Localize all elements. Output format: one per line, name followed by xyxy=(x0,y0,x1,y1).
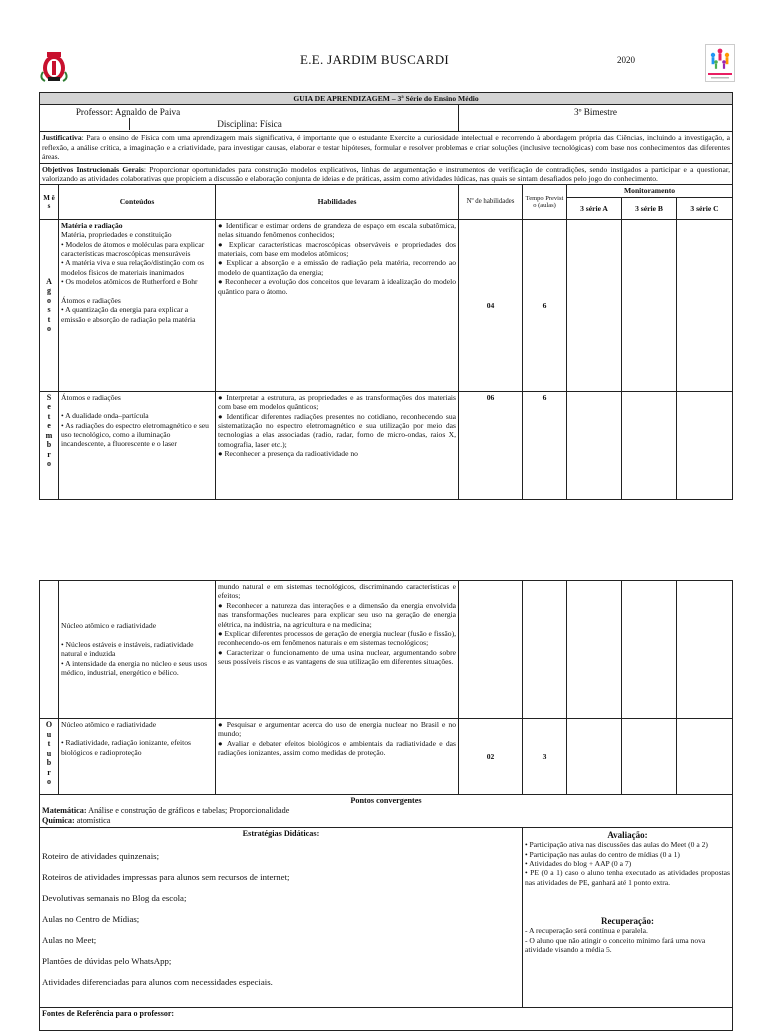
page-header xyxy=(0,0,768,92)
setembro-cont-skills: mundo natural e em sistemas tecnológicos, discriminando características e efeitos; ● Reconhecer a natureza das interações e a dimensão da energia envolvida nas transformações nucleares para explicar seu uso na geração de energia elétrica, na indústria, na agricultura e na medicina; ● Explicar diferentes processos de geração de energia nuclear (fusão e fissão), reconhecendo-os em fenômenos naturais e em sistemas tecnológicos; ● Caracterizar o funcionamento de uma usina nuclear, argumentando sobre seus possíveis riscos e as vantagens de sua utilização em diferentes situações. xyxy=(216,581,459,719)
header-serie-b: 3 série B xyxy=(622,197,677,219)
estrategias-row xyxy=(40,828,733,1008)
year-label: 2020 xyxy=(617,55,635,65)
estrategias-cell: Estratégias Didáticas: Roteiro de atividades quinzenais; Roteiros de atividades impressas para alunos sem recursos de internet; Devolutivas semanais no Blog da escola; Aulas no Centro de Mídias; Aulas no Meet; Plantões de dúvidas pelo WhatsApp; Atividades diferenciadas para alunos com necessidades especiais. xyxy=(40,828,523,1008)
outubro-serie-c xyxy=(677,719,733,795)
setembro-serie-c xyxy=(677,391,733,499)
objetivos-label: Objetivos Instrucionais Gerais xyxy=(42,164,144,174)
agosto-content-title: Matéria e radiação xyxy=(61,220,123,230)
teacher-label: Professor: Agnaldo de Paiva xyxy=(75,107,181,118)
agosto-serie-b xyxy=(622,219,677,391)
agosto-row xyxy=(40,219,733,391)
objetivos-text: : Proporcionar oportunidades para construção modelos explicativos, linhas de argumentação e instrumentos de verificação de contradições, sendo instigados a participar e a questionar, valorizando as atividades colaborativas que propiciem a discussão e elaboração conjunta de ideias e de práticas, assim como atividades lúdicas, nas quais se sintam desafiados pelo jogo do conhecimento. xyxy=(42,164,730,184)
outubro-skills: ● Pesquisar e argumentar acerca do uso de energia nuclear no Brasil e no mundo; ● Avaliar e debater efeitos biológicos e ambientais da radiatividade e das radiações ionizantes, assim como medidas de proteção. xyxy=(216,719,459,795)
header-habilidades: Habilidades xyxy=(216,185,459,219)
header-tempo: Tempo Previst o (aulas) xyxy=(523,185,567,219)
pontos-title: Pontos convergentes xyxy=(350,796,422,805)
fontes-row xyxy=(40,1008,733,1031)
guide-table-bottom xyxy=(39,580,733,1031)
pontos-matematica: Matemática: Análise e construção de gráficos e tabelas; Proporcionalidade xyxy=(42,806,290,815)
avaliacao-cell: Avaliação: • Participação ativa nas discussões das aulas do Meet (0 a 2) • Participação nas aulas do centro de mídias (0 a 1) • Atividades do blog + AAP (0 a 7) • PE (0 a 1) caso o aluno tenha executado as atividades propostas nas atividades de PE, ganhará até 1 ponto extra. Recuperação: - A recuperação será contínua e paralela. - O aluno que não atingir o conceito mínimo fará uma nova atividade visando a média 5. xyxy=(523,828,733,1008)
recuperacao-title: Recuperação: xyxy=(601,915,654,926)
justificativa-row xyxy=(40,132,733,163)
outubro-serie-a xyxy=(567,719,622,795)
header-mes: M ê s xyxy=(40,185,59,219)
info-row xyxy=(40,105,733,132)
outubro-n-skills: 02 xyxy=(459,719,523,795)
discipline-label: Disciplina: Física xyxy=(129,118,370,130)
header-serie-a: 3 série A xyxy=(567,197,622,219)
sao-paulo-seal-icon xyxy=(37,50,71,84)
agosto-n-skills: 04 xyxy=(459,219,523,391)
education-logo-icon xyxy=(705,44,735,82)
agosto-time: 6 xyxy=(523,219,567,391)
outubro-time: 3 xyxy=(523,719,567,795)
month-agosto: A g o s t o xyxy=(40,219,59,391)
pontos-quimica: Química: atomística xyxy=(42,816,111,825)
outubro-content: Núcleo atômico e radiatividade • Radiatividade, radiação ionizante, efeitos biológicos e radioproteção xyxy=(59,719,216,795)
header-conteudos: Conteúdos xyxy=(59,185,216,219)
estrategias-title: Estratégias Didáticas: xyxy=(242,829,320,838)
justificativa-label: Justificativa xyxy=(42,133,82,143)
setembro-time: 6 xyxy=(523,391,567,499)
column-header-row xyxy=(40,185,733,197)
guide-title: GUIA DE APRENDIZAGEM – 3ª Série do Ensino Médio xyxy=(40,93,733,105)
setembro-row xyxy=(40,391,733,499)
header-serie-c: 3 série C xyxy=(677,197,733,219)
header-n-habilidades: Nº de habilidades xyxy=(459,185,523,219)
outubro-serie-b xyxy=(622,719,677,795)
guide-page-2 xyxy=(39,580,732,1031)
header-monitoramento: Monitoramento xyxy=(567,185,733,197)
outubro-row xyxy=(40,719,733,795)
avaliacao-title: Avaliação: xyxy=(607,830,648,840)
agosto-content: Matéria e radiação Matéria, propriedades e constituição • Modelos de átomos e moléculas para explicar características macroscópicas mensuráveis • A matéria viva e sua relação/distinção com os modelos físicos de materiais inanimados • Os modelos atômicos de Rutherford e Bohr Átomos e radiações • A quantização da energia para explicar a emissão e absorção de radiação pela matéria xyxy=(59,219,216,391)
guide-title-row xyxy=(40,93,733,105)
setembro-serie-b xyxy=(622,391,677,499)
setembro-content: Átomos e radiações • A dualidade onda–partícula • As radiações do espectro eletromagnético e seu uso tecnológico, como a iluminação incandescente, a fluorescente e o laser xyxy=(59,391,216,499)
guide-table-top xyxy=(39,92,733,500)
setembro-serie-a xyxy=(567,391,622,499)
setembro-n-skills: 06 xyxy=(459,391,523,499)
school-name: E.E. JARDIM BUSCARDI xyxy=(300,52,450,67)
agosto-skills: ● Identificar e estimar ordens de grandeza de espaço em escala subatômica, nelas situando fenômenos conhecidos; ● Explicar características macroscópicas observáveis e propriedades dos materiais, com base em modelos atômicos; ● Explicar a absorção e a emissão de radiação pela matéria, recorrendo ao modelo de quantização da energia; ● Reconhecer a evolução dos conceitos que levaram à idealização do modelo quântico para o átomo. xyxy=(216,219,459,391)
month-setembro: S e t e m b r o xyxy=(40,391,59,499)
term-label: 3º Bimestre xyxy=(459,105,733,132)
setembro-skills: ● Interpretar a estrutura, as propriedades e as transformações dos materiais com base em modelos quânticos; ● Identificar diferentes radiações presentes no cotidiano, reconhecendo sua sistematização no espectro eletromagnético e sua utilização por meio das tecnologias a elas associadas (radio, radar, forno de micro-ondas, raios X, tomografia, laser etc.); ● Reconhecer a presença da radioatividade no xyxy=(216,391,459,499)
objetivos-row xyxy=(40,163,733,185)
pontos-row xyxy=(40,795,733,828)
setembro-cont-content: Núcleo atômico e radiatividade • Núcleos estáveis e instáveis, radiatividade natural e induzida • A intensidade da energia no núcleo e seus usos médico, industrial, energético e bélico. xyxy=(59,581,216,719)
setembro-cont-row xyxy=(40,581,733,719)
agosto-serie-a xyxy=(567,219,622,391)
agosto-serie-c xyxy=(677,219,733,391)
month-outubro: O u t u b r o xyxy=(40,719,59,795)
fontes-title: Fontes de Referência para o professor: xyxy=(40,1008,733,1031)
guide-page-1 xyxy=(39,92,732,500)
justificativa-text: : Para o ensino de Física com uma aprendizagem mais significativa, é importante que o estudante Exercite a curiosidade intelectual e recorrendo à abordagem própria das Ciências, incluindo a investigação, a reflexão, a análise crítica, a imaginação e a criatividade, para investigar causas, elaborar e testar hipóteses, formular e resolver problemas e criar soluções (inclusive tecnológicas) com base nos conhecimentos das diferentes áreas. xyxy=(42,133,731,162)
